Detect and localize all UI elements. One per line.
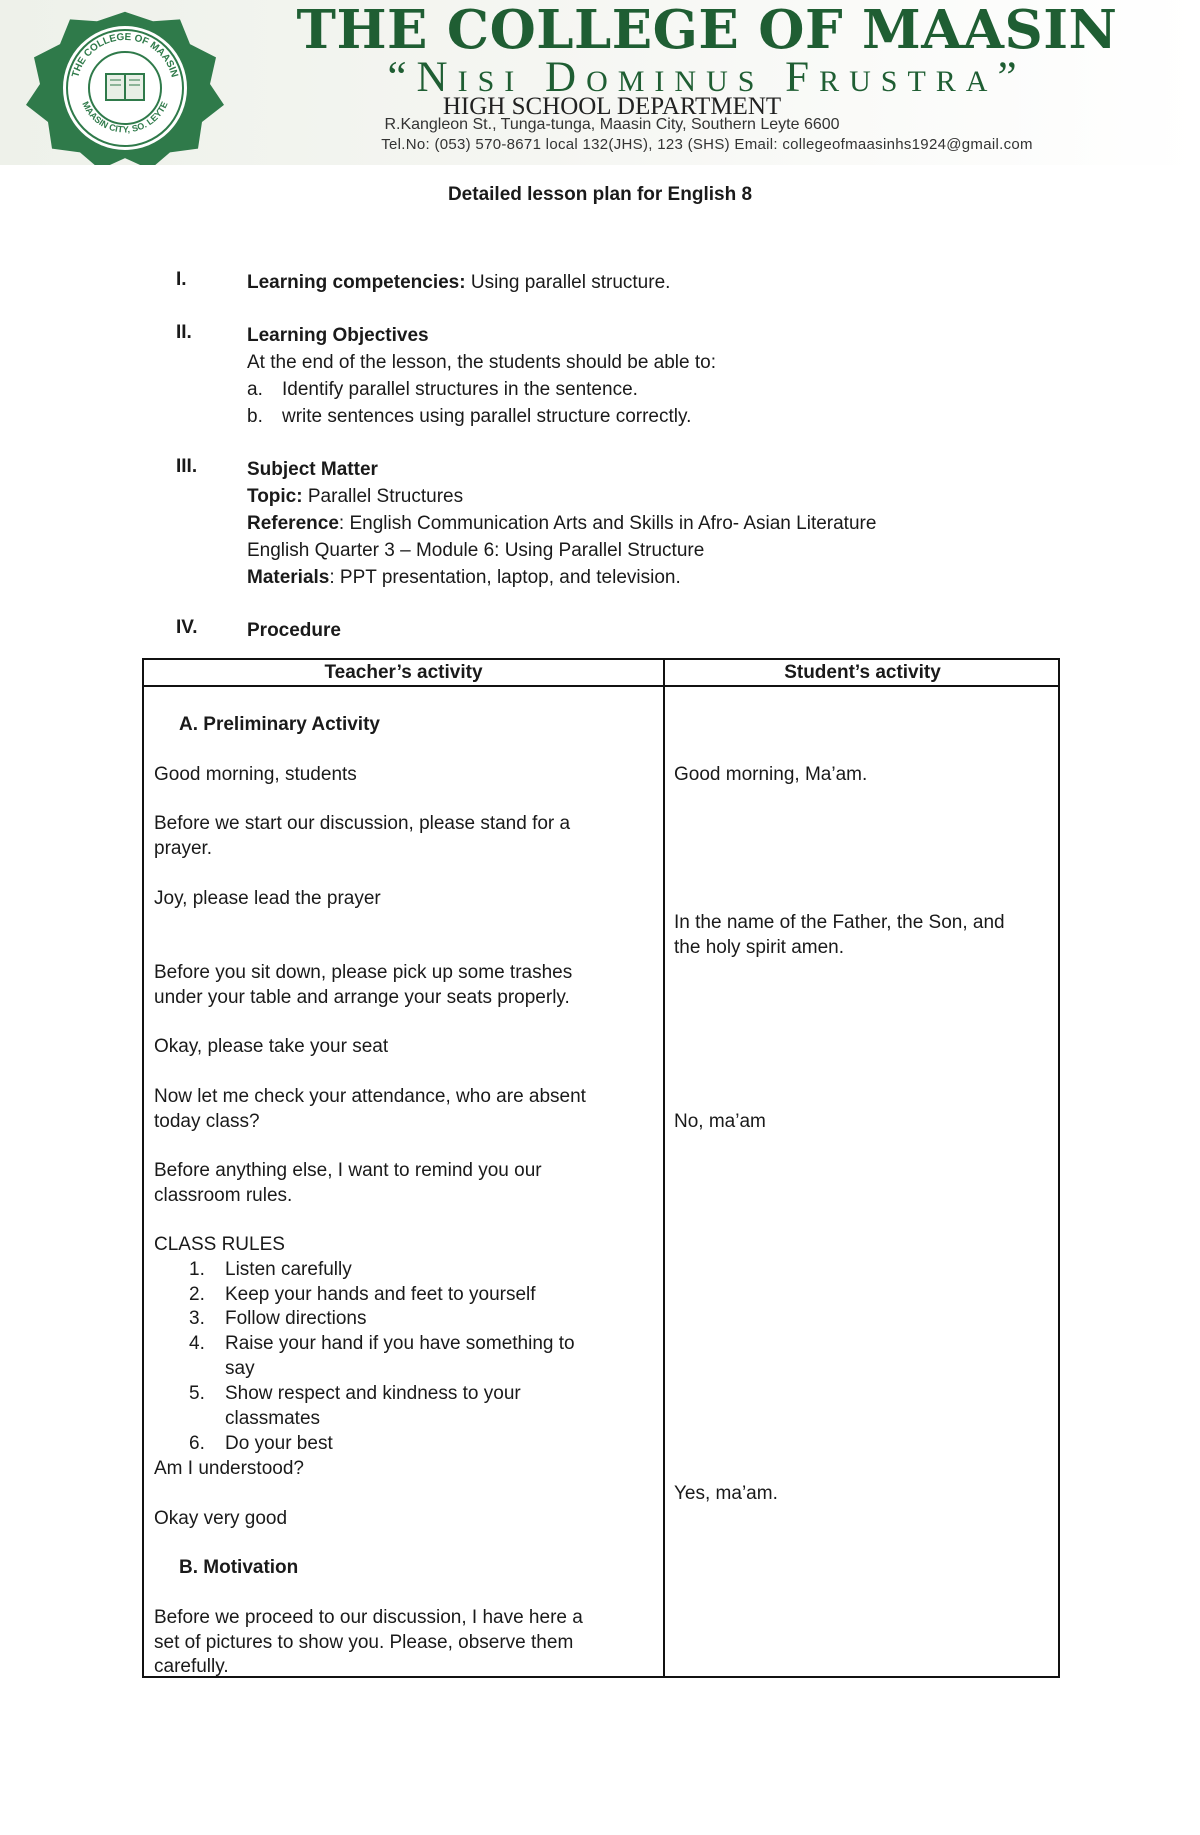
objectives-intro: At the end of the lesson, the students should be able to: — [247, 352, 716, 373]
teacher-line: Am I understood? — [154, 1458, 304, 1479]
topic-line: Topic: Parallel Structures — [247, 486, 464, 507]
student-line: No, ma’am — [674, 1111, 766, 1132]
class-rule-item: 3. Follow directions — [189, 1308, 367, 1329]
section-text: Using parallel structure. — [465, 272, 671, 293]
student-line: In the name of the Father, the Son, and — [674, 912, 1005, 933]
seal-ring-top-text: THE COLLEGE OF MAASIN — [70, 31, 180, 79]
student-activity-header: Student’s activity — [784, 662, 941, 683]
class-rule-item: 2. Keep your hands and feet to yourself — [189, 1284, 536, 1305]
section-number: II. — [176, 322, 192, 343]
teacher-line: Before we proceed to our discussion, I have here a — [154, 1607, 583, 1628]
teacher-line: Before anything else, I want to remind you our — [154, 1160, 542, 1181]
class-rule-item: 4. Raise your hand if you have something to — [189, 1333, 575, 1354]
section-label: Learning competencies: — [247, 272, 466, 293]
materials-line: Materials: PPT presentation, laptop, and television. — [247, 567, 681, 588]
teacher-line: set of pictures to show you. Please, observe them — [154, 1632, 574, 1653]
section-label: Procedure — [247, 620, 341, 641]
student-line: Yes, ma’am. — [674, 1483, 778, 1504]
section-label: Subject Matter — [247, 459, 378, 480]
table-header-divider — [144, 685, 1058, 687]
teacher-activity-header: Teacher’s activity — [324, 662, 483, 683]
teacher-line: classroom rules. — [154, 1185, 293, 1206]
section-label: Learning Objectives — [247, 325, 429, 346]
procedure-table — [142, 658, 1060, 1678]
department-name: HIGH SCHOOL DEPARTMENT — [442, 93, 782, 120]
section-number: IV. — [176, 617, 198, 638]
section-number: III. — [176, 456, 198, 477]
teacher-line: Good morning, students — [154, 764, 357, 785]
objective-item: a. Identify parallel structures in the sentence. — [247, 379, 638, 400]
teacher-line: Before you sit down, please pick up some trashes — [154, 962, 573, 983]
class-rule-item: 1. Listen carefully — [189, 1259, 352, 1280]
student-line: Good morning, Ma’am. — [674, 764, 868, 785]
seal-ring-bottom-text: MAASIN CITY, SO. LEYTE — [80, 99, 170, 135]
school-header-banner — [0, 0, 1200, 165]
class-rule-item: classmates — [225, 1408, 321, 1429]
class-rules-title: CLASS RULES — [154, 1234, 285, 1255]
document-title: Detailed lesson plan for English 8 — [447, 184, 753, 205]
school-contact: Tel.No: (053) 570-8671 local 132(JHS), 123 (SHS) Email: collegeofmaasinhs1924@gmail.com — [381, 136, 1033, 153]
class-rule-item: say — [225, 1358, 255, 1379]
class-rule-item: 5. Show respect and kindness to your — [189, 1383, 521, 1404]
teacher-line: carefully. — [154, 1656, 229, 1677]
teacher-line: under your table and arrange your seats properly. — [154, 987, 570, 1008]
teacher-line: today class? — [154, 1111, 260, 1132]
school-seal-icon — [20, 8, 230, 165]
objective-item: b. write sentences using parallel structure correctly. — [247, 406, 692, 427]
teacher-line: Okay, please take your seat — [154, 1036, 389, 1057]
motivation-heading: B. Motivation — [179, 1557, 299, 1578]
school-name-title: THE COLLEGE OF MAASIN — [296, 0, 1118, 61]
school-motto: “Nisi Dominus Frustra” — [387, 54, 1027, 101]
section-number: I. — [176, 269, 187, 290]
teacher-line: Before we start our discussion, please stand for a — [154, 813, 571, 834]
teacher-line: Joy, please lead the prayer — [154, 888, 381, 909]
reference-line-2: English Quarter 3 – Module 6: Using Parallel Structure — [247, 540, 705, 561]
school-address: R.Kangleon St., Tunga-tunga, Maasin City, Southern Leyte 6600 — [384, 116, 840, 133]
teacher-line: Now let me check your attendance, who are absent — [154, 1086, 586, 1107]
table-column-divider — [663, 660, 665, 1676]
preliminary-activity-heading: A. Preliminary Activity — [179, 714, 380, 735]
student-line: the holy spirit amen. — [674, 937, 845, 958]
reference-line: Reference: English Communication Arts and Skills in Afro- Asian Literature — [247, 513, 877, 534]
teacher-line: prayer. — [154, 838, 213, 859]
teacher-line: Okay very good — [154, 1508, 288, 1529]
class-rule-item: 6. Do your best — [189, 1433, 333, 1454]
